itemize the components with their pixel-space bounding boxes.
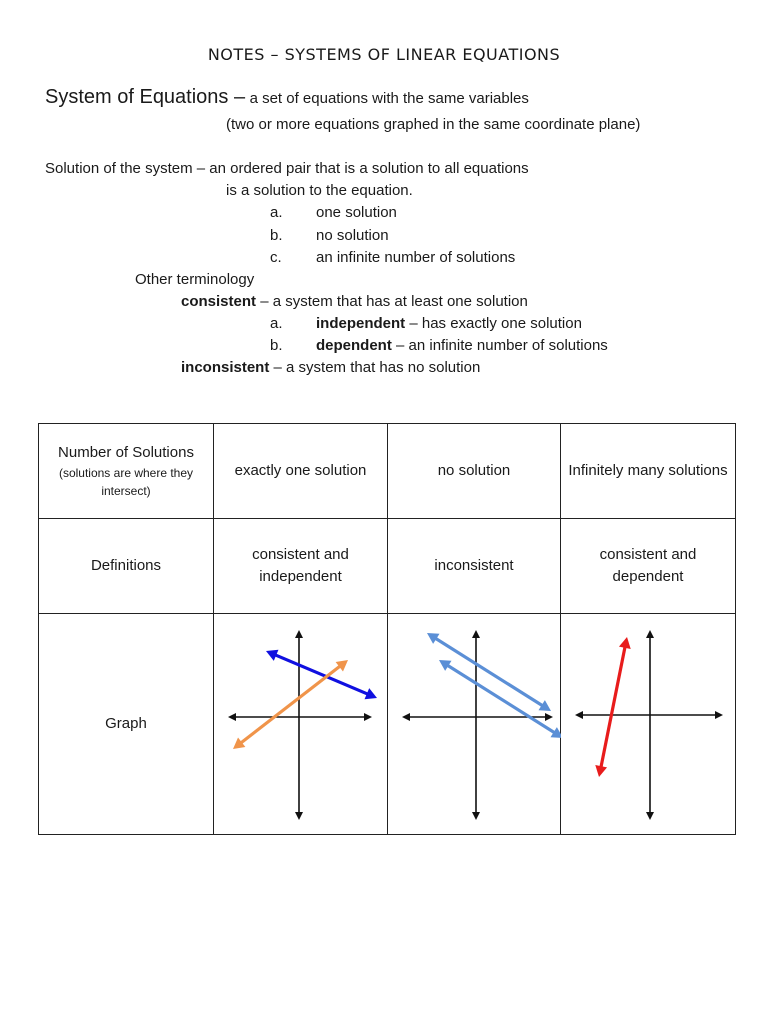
system-term: System of Equations – bbox=[45, 86, 246, 108]
orange-line bbox=[238, 664, 343, 745]
sub-marker-b: b. bbox=[270, 337, 283, 354]
x-axis-arrowhead-start bbox=[402, 713, 410, 721]
solutions-table bbox=[38, 423, 736, 835]
page-title: NOTES – SYSTEMS OF LINEAR EQUATIONS bbox=[207, 45, 561, 64]
y-axis-arrowhead-end bbox=[295, 812, 303, 820]
table-cell: no solution bbox=[388, 424, 561, 519]
consistent-text: – a system that has at least one solution bbox=[260, 293, 528, 310]
y-axis-arrowhead-end bbox=[646, 812, 654, 820]
row-label-note: (solutions are where they intersect) bbox=[58, 466, 194, 498]
inconsistent-definition bbox=[181, 359, 480, 376]
system-definition bbox=[45, 86, 529, 109]
consistent-definition bbox=[181, 293, 528, 310]
sub-marker-a: a. bbox=[270, 315, 283, 332]
axes bbox=[407, 635, 548, 815]
x-axis-arrowhead-end bbox=[545, 713, 553, 721]
inconsistent-text: – a system that has no solution bbox=[273, 359, 481, 376]
graph-no-solution-figure bbox=[388, 614, 561, 834]
table-cell: exactly one solution bbox=[214, 424, 388, 519]
table-row bbox=[39, 424, 736, 519]
red-line bbox=[600, 643, 625, 770]
graph-infinite-solutions-figure bbox=[561, 614, 736, 834]
x-axis-arrowhead-start bbox=[228, 713, 236, 721]
row-label-definitions: Definitions bbox=[39, 519, 214, 614]
axes bbox=[580, 635, 718, 815]
system-definition-text: a set of equations with the same variables bbox=[249, 90, 529, 107]
inconsistent-term: inconsistent bbox=[181, 359, 270, 376]
graph-infinite-solutions bbox=[561, 614, 736, 835]
row-label-number-of-solutions bbox=[39, 424, 214, 519]
graph-no-solution bbox=[388, 614, 561, 835]
table-row bbox=[39, 614, 736, 835]
parallel-line-1 bbox=[433, 637, 546, 708]
terminology-heading: Other terminology bbox=[135, 271, 255, 288]
independent-text: – has exactly one solution bbox=[409, 315, 582, 332]
table-row bbox=[39, 519, 736, 614]
solution-line-1: Solution of the system – an ordered pair that is a solution to all equations bbox=[45, 160, 529, 177]
independent-term: independent bbox=[316, 315, 406, 332]
y-axis-arrowhead-end bbox=[472, 812, 480, 820]
dependent-text: – an infinite number of solutions bbox=[396, 337, 608, 354]
graph-one-solution-figure bbox=[214, 614, 388, 834]
table-cell: consistent and independent bbox=[214, 519, 388, 614]
graph-one-solution bbox=[214, 614, 388, 835]
solution-line-2: is a solution to the equation. bbox=[226, 182, 413, 199]
consistent-term: consistent bbox=[181, 293, 257, 310]
row-label-graph: Graph bbox=[39, 614, 214, 835]
x-axis-arrowhead-end bbox=[364, 713, 372, 721]
red-line-arrowhead-start bbox=[619, 637, 631, 649]
x-axis-arrowhead-start bbox=[575, 711, 583, 719]
y-axis-arrowhead-start bbox=[472, 630, 480, 638]
table-cell: Infinitely many solutions bbox=[561, 424, 736, 519]
y-axis-arrowhead-start bbox=[295, 630, 303, 638]
x-axis-arrowhead-end bbox=[715, 711, 723, 719]
option-marker-c: c. bbox=[270, 249, 282, 266]
system-note: (two or more equations graphed in the same coordinate plane) bbox=[226, 116, 641, 133]
blue-line bbox=[272, 654, 371, 696]
option-text-a: one solution bbox=[316, 204, 397, 221]
table-cell: inconsistent bbox=[388, 519, 561, 614]
option-marker-b: b. bbox=[270, 227, 283, 244]
parallel-line-2 bbox=[445, 664, 558, 735]
option-marker-a: a. bbox=[270, 204, 283, 221]
independent-definition bbox=[316, 315, 582, 332]
row-label-text: Number of Solutions bbox=[58, 444, 194, 461]
red-line-arrowhead-end bbox=[595, 765, 607, 777]
option-text-b: no solution bbox=[316, 227, 389, 244]
table-cell: consistent and dependent bbox=[561, 519, 736, 614]
dependent-term: dependent bbox=[316, 337, 392, 354]
y-axis-arrowhead-start bbox=[646, 630, 654, 638]
dependent-definition bbox=[316, 337, 608, 354]
option-text-c: an infinite number of solutions bbox=[316, 249, 516, 266]
